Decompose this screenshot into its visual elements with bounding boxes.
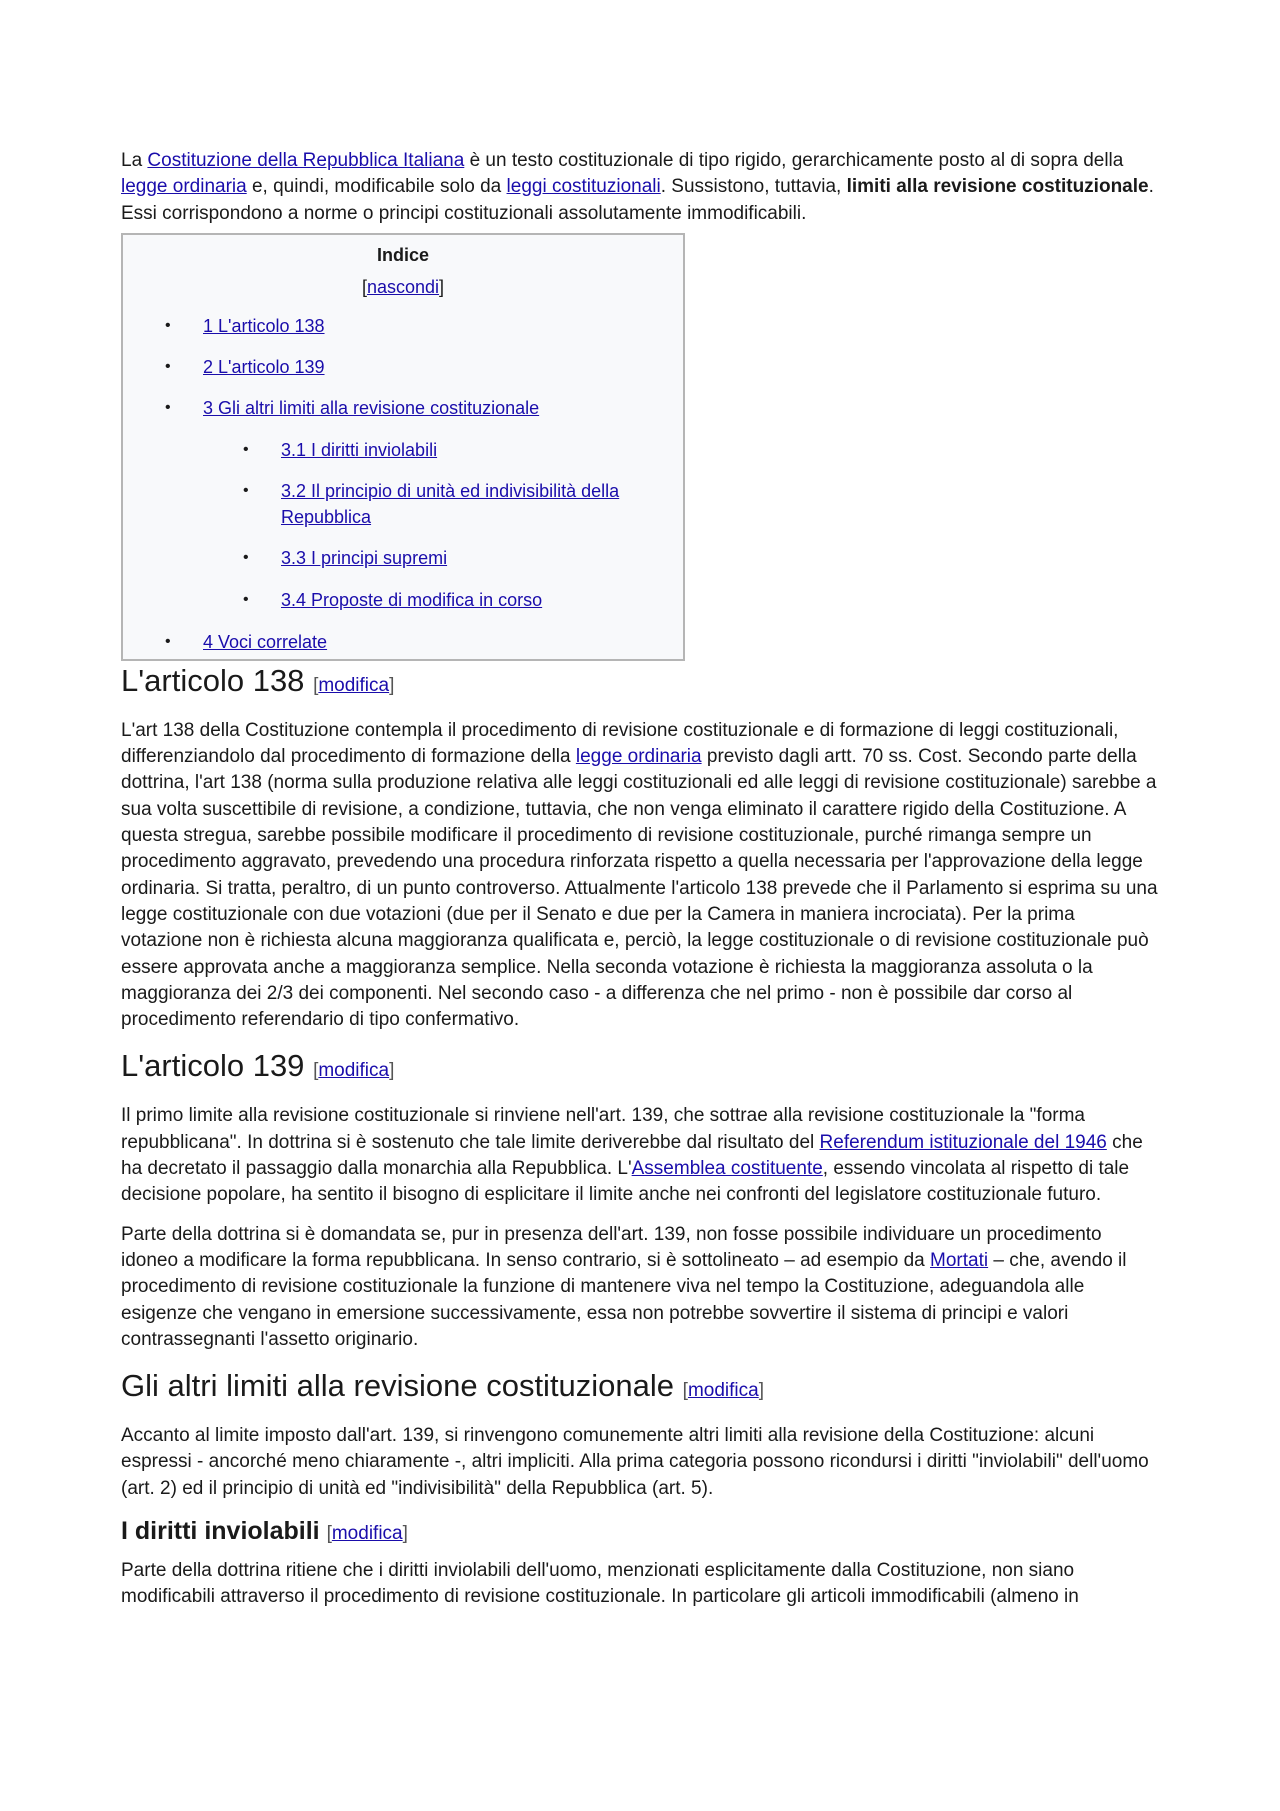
bullet-icon: • bbox=[243, 440, 249, 458]
bullet-icon: • bbox=[165, 632, 171, 650]
toc-item bbox=[165, 354, 325, 380]
paragraph-139-1: Il primo limite alla revisione costituzionale si rinviene nell'art. 139, che sottrae alla revisione costituzionale la "forma repubblicana". In dottrina si è sostenuto che tale limite deriverebbe dal risultato del Referendum istituzionale del 1946 che ha decretato il passaggio dalla monarchia alla Repubblica. L'Assemblea costituente, essendo vincolata al rispetto di tale decisione popolare, ha sentito il bisogno di esplicitare il limite anche nei confronti del legislatore costituzionale futuro. bbox=[121, 1105, 1143, 1206]
toc-link[interactable]: 3.3 I principi supremi bbox=[281, 547, 448, 568]
toc-link[interactable]: 3.2 Il principio di unità ed indivisibilità della Repubblica bbox=[281, 480, 620, 527]
toc-title: Indice bbox=[376, 244, 429, 265]
toc-item bbox=[243, 478, 661, 530]
toc-link[interactable]: 3 Gli altri limiti alla revisione costituzionale bbox=[203, 397, 540, 418]
toc-link[interactable]: 3.1 I diritti inviolabili bbox=[281, 439, 438, 460]
toc-link[interactable]: 1 L'articolo 138 bbox=[203, 315, 325, 336]
toc-item bbox=[165, 313, 325, 339]
link-assemblea-costituente[interactable]: Assemblea costituente bbox=[631, 1158, 823, 1180]
toc-item bbox=[243, 587, 543, 613]
bullet-icon: • bbox=[243, 590, 249, 608]
edit-link[interactable]: modifica bbox=[687, 1380, 759, 1402]
article-content bbox=[121, 148, 1161, 1624]
heading-diritti-inviolabili: I diritti inviolabili [modifica] bbox=[121, 1517, 408, 1546]
link-leggi-costituzionali[interactable]: leggi costituzionali bbox=[506, 176, 661, 198]
edit-section: [modifica] bbox=[313, 1060, 395, 1082]
toc-hide-link[interactable]: nascondi bbox=[366, 276, 440, 297]
bullet-icon: • bbox=[165, 316, 171, 334]
toc-item bbox=[165, 395, 540, 421]
toc-toggle: [nascondi] bbox=[361, 276, 445, 297]
paragraph-139-2: Parte della dottrina si è domandata se, pur in presenza dell'art. 139, non fosse possibile individuare un procedimento idoneo a modificare la forma repubblicana. In senso contrario, si è sottolineato – ad esempio da Mortati – che, avendo il procedimento di revisione costituzionale la funzione di mantenere viva nel tempo la Costituzione, adeguandola alle esigenze che vengano in emersione successivamente, essa non potrebbe sovvertire il sistema di principi e valori contrassegnanti l'assetto originario. bbox=[121, 1223, 1127, 1350]
bullet-icon: • bbox=[165, 357, 171, 375]
edit-link[interactable]: modifica bbox=[331, 1523, 403, 1545]
link-legge-ordinaria[interactable]: legge ordinaria bbox=[121, 176, 247, 198]
toc-item bbox=[243, 545, 448, 571]
intro-paragraph: La Costituzione della Repubblica Italiana è un testo costituzionale di tipo rigido, gerarchicamente posto al di sopra della legge ordinaria e, quindi, modificabile solo da leggi costituzionali. Sussistono, tuttavia, limiti alla revisione costituzionale. Essi corrispondono a norme o principi costituzionali assolutamente immodificabili. bbox=[121, 150, 1154, 224]
edit-section: [modifica] bbox=[313, 674, 395, 696]
heading-articolo-138: L'articolo 138 [modifica] bbox=[121, 662, 395, 698]
edit-section: [modifica] bbox=[326, 1523, 408, 1545]
link-referendum-1946[interactable]: Referendum istituzionale del 1946 bbox=[819, 1131, 1107, 1153]
table-of-contents bbox=[121, 233, 685, 661]
edit-section: [modifica] bbox=[682, 1380, 764, 1402]
toc-link[interactable]: 2 L'articolo 139 bbox=[203, 356, 325, 377]
link-mortati[interactable]: Mortati bbox=[930, 1249, 989, 1271]
link-costituzione[interactable]: Costituzione della Repubblica Italiana bbox=[147, 150, 465, 171]
heading-articolo-139: L'articolo 139 [modifica] bbox=[121, 1048, 395, 1084]
toc-item bbox=[243, 437, 438, 463]
bold-limiti: limiti alla revisione costituzionale bbox=[846, 176, 1149, 198]
bullet-icon: • bbox=[165, 398, 171, 416]
edit-link[interactable]: modifica bbox=[318, 674, 390, 696]
paragraph-138: L'art 138 della Costituzione contempla il procedimento di revisione costituzionale e di formazione di leggi costituzionali, differenziandolo dal procedimento di formazione della legge ordinaria previsto dagli artt. 70 ss. Cost. Secondo parte della dottrina, l'art 138 (norma sulla produzione relativa alle leggi costituzionali ed alle leggi di revisione costituzionale) sarebbe a sua volta suscettibile di revisione, a condizione, tuttavia, che non venga eliminato il carattere rigido della Costituzione. A questa stregua, sarebbe possibile modificare il procedimento di revisione costituzionale, purché rimanga sempre un procedimento aggravato, prevedendo una procedura rinforzata rispetto a quella necessaria per l'approvazione della legge ordinaria. Si tratta, peraltro, di un punto controverso. Attualmente l'articolo 138 prevede che il Parlamento si esprima su una legge costituzionale con due votazioni (due per il Senato e due per la Camera in maniera incrociata). Per la prima votazione non è richiesta alcuna maggioranza qualificata e, perciò, la legge costituzionale o di revisione costituzionale può essere approvata anche a maggioranza semplice. Nella seconda votazione è richiesta la maggioranza assoluta o la maggioranza dei 2/3 dei componenti. Nel secondo caso - a differenza che nel primo - non è possibile dar corso al procedimento referendario di tipo confermativo. bbox=[121, 719, 1158, 1031]
bullet-icon: • bbox=[243, 548, 249, 566]
link-legge-ordinaria-2[interactable]: legge ordinaria bbox=[575, 746, 702, 768]
bullet-icon: • bbox=[243, 481, 249, 499]
toc-link[interactable]: 4 Voci correlate bbox=[203, 631, 328, 652]
edit-link[interactable]: modifica bbox=[318, 1060, 390, 1082]
toc-link[interactable]: 3.4 Proposte di modifica in corso bbox=[281, 589, 543, 610]
paragraph-diritti-inviolabili: Parte della dottrina ritiene che i diritti inviolabili dell'uomo, menzionati esplicitamente dalla Costituzione, non siano modificabili attraverso il procedimento di revisione costituzionale. In particolare gli articoli immodificabili (almeno in bbox=[121, 1560, 1079, 1608]
heading-altri-limiti: Gli altri limiti alla revisione costituzionale [modifica] bbox=[121, 1368, 764, 1404]
toc-item bbox=[165, 629, 328, 655]
paragraph-altri-limiti: Accanto al limite imposto dall'art. 139, si rinvengono comunemente altri limiti alla revisione della Costituzione: alcuni espressi - ancorché meno chiaramente -, altri impliciti. Alla prima categoria possono ricondursi i diritti "inviolabili" dell'uomo (art. 2) ed il principio di unità ed "indivisibilità" della Repubblica (art. 5). bbox=[121, 1425, 1149, 1499]
